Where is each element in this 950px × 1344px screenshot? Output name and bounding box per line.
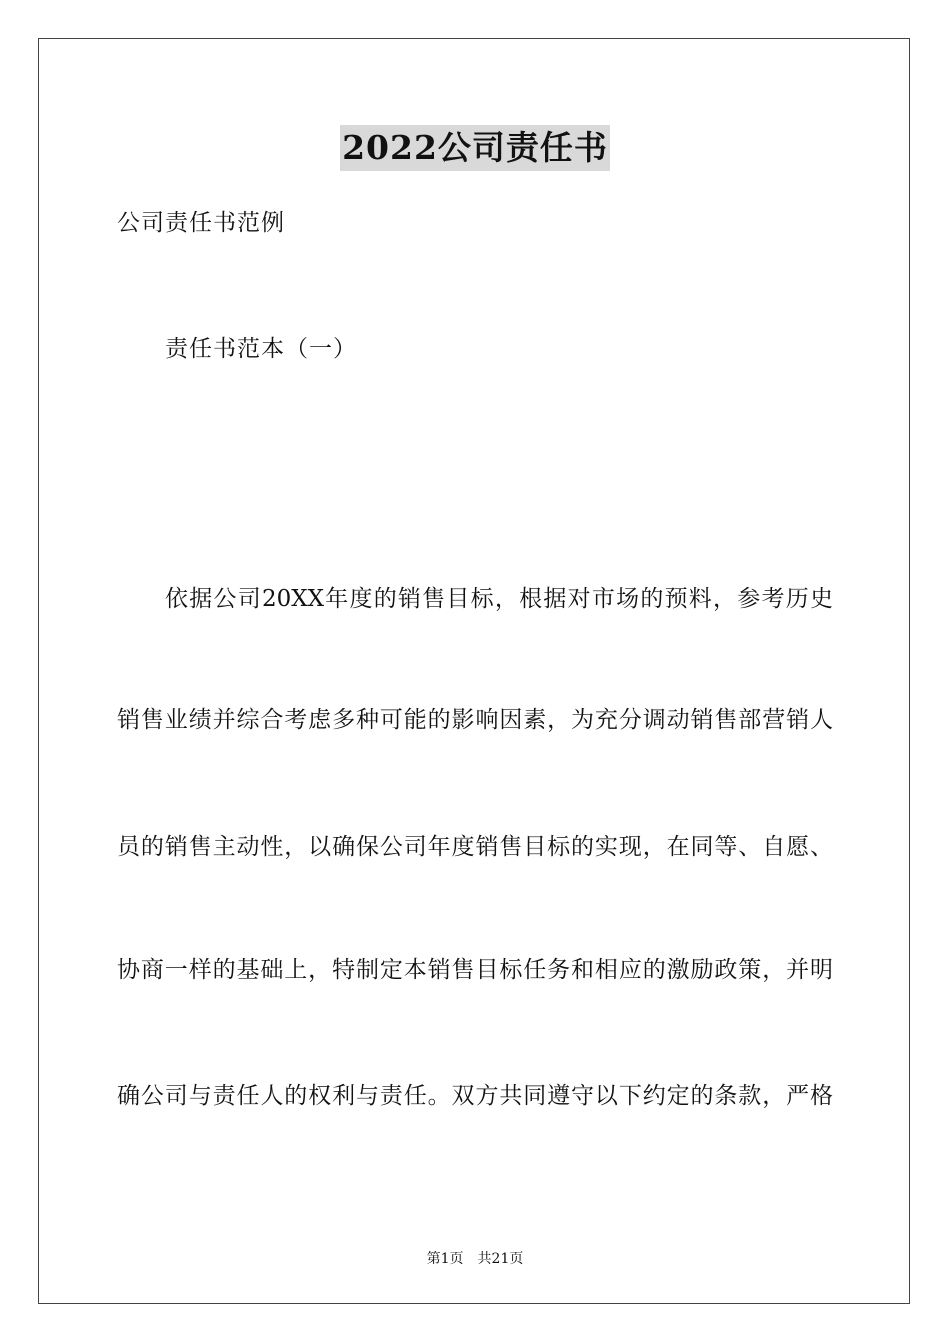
paragraph-line [117, 705, 833, 735]
document-title: 2022公司责任书 [340, 125, 610, 171]
document-subtitle: 公司责任书范例 [117, 210, 285, 236]
page-footer [0, 1250, 950, 1268]
page-total: 共21页 [477, 1251, 524, 1267]
section-heading: 责任书范本（一） [165, 336, 357, 362]
paragraph-line [117, 832, 833, 862]
paragraph-line [117, 955, 833, 985]
paragraph-line-text: 依据公司20XX年度的销售目标，根据对市场的预料，参考历史 [165, 586, 833, 612]
paragraph-line [165, 584, 833, 614]
paragraph-line [117, 1081, 833, 1111]
paragraph-line-text: 确公司与责任人的权利与责任。双方共同遵守以下约定的条款，严格 [117, 1083, 833, 1109]
paragraph-line-text: 协商一样的基础上，特制定本销售目标任务和相应的激励政策，并明 [117, 957, 833, 983]
paragraph-line-text: 员的销售主动性，以确保公司年度销售目标的实现，在同等、自愿、 [117, 834, 833, 860]
page-number: 第1页 [426, 1251, 464, 1267]
paragraph-line-text: 销售业绩并综合考虑多种可能的影响因素，为充分调动销售部营销人 [117, 707, 833, 733]
title-container [0, 125, 950, 171]
